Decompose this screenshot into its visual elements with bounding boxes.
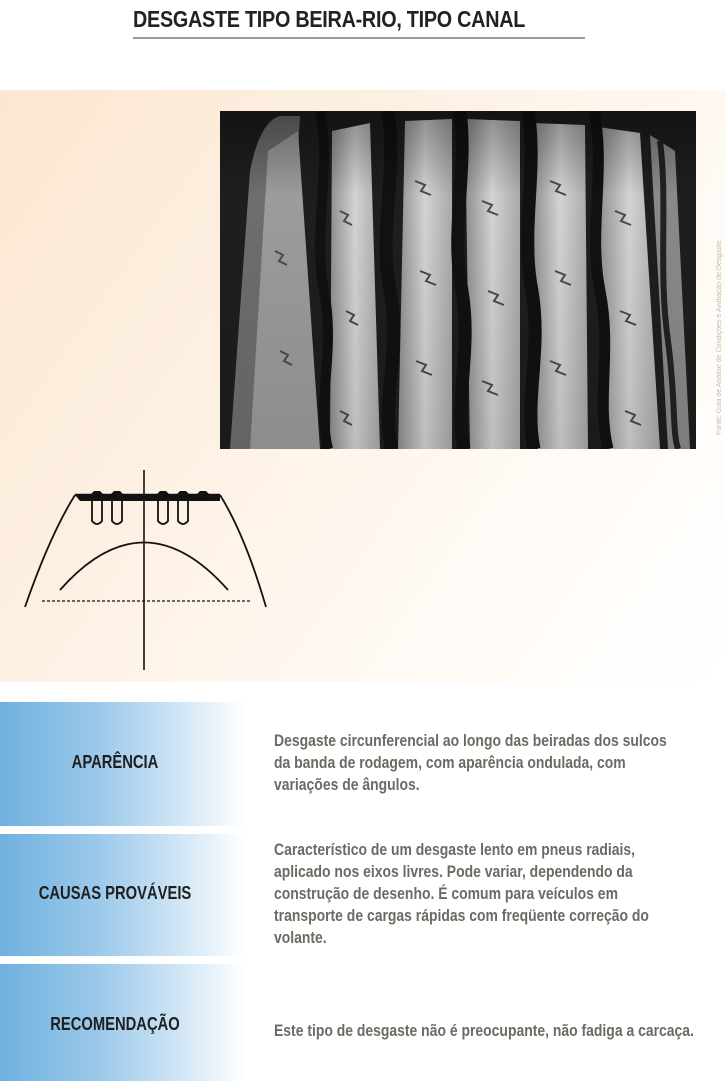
text-line: volante. bbox=[274, 928, 327, 947]
photo-credit: Fonte: Guia de Análise de Condições e Avaliação de Desgaste bbox=[716, 240, 723, 435]
page-title: DESGASTE TIPO BEIRA-RIO, TIPO CANAL bbox=[133, 6, 526, 32]
row-text-aparencia bbox=[274, 730, 725, 796]
text-line: Este tipo de desgaste não é preocupante, não fadiga a carcaça. bbox=[274, 1021, 694, 1040]
text-line: construção de desenho. É comum para veículos em bbox=[274, 884, 618, 903]
row-recomendacao bbox=[0, 964, 725, 1081]
text-line: transporte de cargas rápidas com freqüente correção do bbox=[274, 906, 649, 925]
tire-tread-photo bbox=[220, 111, 696, 449]
row-causas-provaveis bbox=[0, 834, 725, 956]
text-line: variações de ângulos. bbox=[274, 775, 420, 794]
tread-cross-section-diagram bbox=[20, 465, 272, 675]
row-label-aparencia: APARÊNCIA bbox=[71, 752, 159, 772]
row-text-causas bbox=[274, 839, 725, 949]
row-text-recomendacao bbox=[274, 1020, 725, 1042]
row-label-causas: CAUSAS PROVÁVEIS bbox=[38, 883, 192, 903]
text-line: Desgaste circunferencial ao longo das beiradas dos sulcos bbox=[274, 731, 667, 750]
text-line: Característico de um desgaste lento em pneus radiais, bbox=[274, 840, 636, 859]
header bbox=[0, 0, 725, 90]
text-line: da banda de rodagem, com aparência ondulada, com bbox=[274, 753, 626, 772]
row-aparencia bbox=[0, 702, 725, 826]
row-label-recomendacao: RECOMENDAÇÃO bbox=[50, 1014, 180, 1034]
title-underline bbox=[133, 37, 585, 39]
text-line: aplicado nos eixos livres. Pode variar, dependendo da bbox=[274, 862, 633, 881]
